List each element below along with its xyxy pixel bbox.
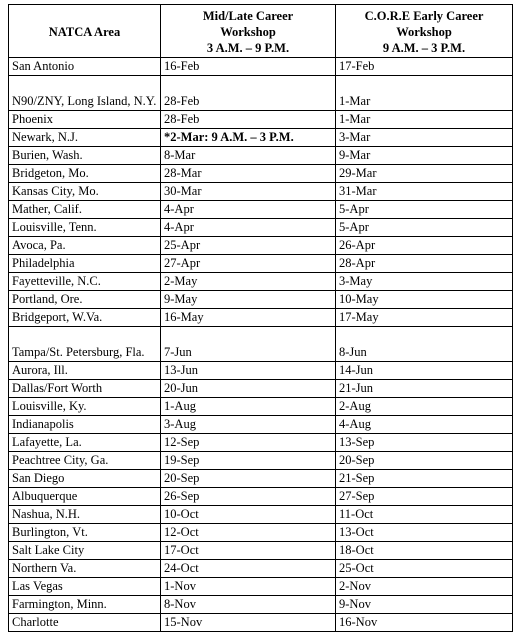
core-date-cell: 20-Sep [336, 452, 513, 470]
table-row [9, 416, 513, 434]
area-cell: Nashua, N.H. [9, 506, 161, 524]
table-row [9, 76, 513, 111]
area-cell: Las Vegas [9, 578, 161, 596]
table-row [9, 470, 513, 488]
area-cell: Louisville, Ky. [9, 398, 161, 416]
core-date-cell: 3-Mar [336, 129, 513, 147]
table-row [9, 309, 513, 327]
table-row [9, 488, 513, 506]
mid-date-cell: 16-Feb [161, 58, 336, 76]
core-date-cell: 13-Sep [336, 434, 513, 452]
mid-date-cell: 30-Mar [161, 183, 336, 201]
core-date-cell: 2-Nov [336, 578, 513, 596]
core-date-cell: 18-Oct [336, 542, 513, 560]
mid-date-cell: 20-Sep [161, 470, 336, 488]
core-date-cell: 10-May [336, 291, 513, 309]
core-date-cell: 5-Apr [336, 219, 513, 237]
table-row [9, 542, 513, 560]
area-cell: Kansas City, Mo. [9, 183, 161, 201]
mid-date-cell: 26-Sep [161, 488, 336, 506]
area-cell: Indianapolis [9, 416, 161, 434]
table-row [9, 291, 513, 309]
core-date-cell: 13-Oct [336, 524, 513, 542]
table-row [9, 614, 513, 632]
area-cell: Salt Lake City [9, 542, 161, 560]
header-core-line1: C.O.R.E Early Career [364, 8, 484, 23]
area-cell: Phoenix [9, 111, 161, 129]
core-date-cell: 2-Aug [336, 398, 513, 416]
mid-date-cell: 8-Mar [161, 147, 336, 165]
mid-date-cell: 1-Aug [161, 398, 336, 416]
core-date-cell: 14-Jun [336, 362, 513, 380]
core-date-cell: 16-Nov [336, 614, 513, 632]
area-cell: Bridgeport, W.Va. [9, 309, 161, 327]
core-date-cell: 9-Nov [336, 596, 513, 614]
header-core-line3: 9 A.M. – 3 P.M. [382, 40, 466, 55]
core-date-cell: 17-Feb [336, 58, 513, 76]
mid-date-cell: 12-Oct [161, 524, 336, 542]
table-row [9, 147, 513, 165]
area-cell: Burlington, Vt. [9, 524, 161, 542]
table-row [9, 560, 513, 578]
header-mid-line1: Mid/Late Career [202, 8, 294, 23]
area-cell: San Antonio [9, 58, 161, 76]
mid-date-cell: 4-Apr [161, 201, 336, 219]
workshop-schedule-table [8, 4, 513, 632]
core-date-cell: 3-May [336, 273, 513, 291]
table-row [9, 58, 513, 76]
table-row [9, 219, 513, 237]
area-cell: N90/ZNY, Long Island, N.Y. [9, 76, 161, 111]
core-date-cell: 31-Mar [336, 183, 513, 201]
mid-date-cell: 8-Nov [161, 596, 336, 614]
table-row [9, 596, 513, 614]
table-row [9, 183, 513, 201]
core-date-cell: 5-Apr [336, 201, 513, 219]
header-row [9, 5, 513, 58]
area-cell: Tampa/St. Petersburg, Fla. [9, 327, 161, 362]
mid-date-cell: 3-Aug [161, 416, 336, 434]
core-date-cell: 27-Sep [336, 488, 513, 506]
table-row [9, 129, 513, 147]
table-row [9, 111, 513, 129]
table-row [9, 578, 513, 596]
table-row [9, 327, 513, 362]
area-cell: San Diego [9, 470, 161, 488]
mid-date-cell: *2-Mar: 9 A.M. – 3 P.M. [161, 129, 336, 147]
table-row [9, 201, 513, 219]
core-date-cell: 28-Apr [336, 255, 513, 273]
core-date-cell: 9-Mar [336, 147, 513, 165]
table-row [9, 255, 513, 273]
mid-date-cell: 28-Mar [161, 165, 336, 183]
area-cell: Burien, Wash. [9, 147, 161, 165]
table-row [9, 506, 513, 524]
mid-date-cell: 13-Jun [161, 362, 336, 380]
header-natca-area: NATCA Area [9, 5, 161, 58]
table-row [9, 165, 513, 183]
mid-date-cell: 19-Sep [161, 452, 336, 470]
table-row [9, 398, 513, 416]
area-cell: Dallas/Fort Worth [9, 380, 161, 398]
header-core-line2: Workshop [396, 24, 452, 39]
area-cell: Charlotte [9, 614, 161, 632]
table-row [9, 380, 513, 398]
mid-date-cell: 25-Apr [161, 237, 336, 255]
mid-date-cell: 24-Oct [161, 560, 336, 578]
core-date-cell: 29-Mar [336, 165, 513, 183]
mid-date-cell: 2-May [161, 273, 336, 291]
table-row [9, 524, 513, 542]
core-date-cell: 17-May [336, 309, 513, 327]
core-date-cell: 21-Sep [336, 470, 513, 488]
core-date-cell: 8-Jun [336, 327, 513, 362]
area-cell: Newark, N.J. [9, 129, 161, 147]
mid-date-cell: 15-Nov [161, 614, 336, 632]
mid-date-cell: 16-May [161, 309, 336, 327]
area-cell: Avoca, Pa. [9, 237, 161, 255]
area-cell: Mather, Calif. [9, 201, 161, 219]
area-cell: Aurora, Ill. [9, 362, 161, 380]
mid-date-cell: 1-Nov [161, 578, 336, 596]
area-cell: Portland, Ore. [9, 291, 161, 309]
area-cell: Peachtree City, Ga. [9, 452, 161, 470]
table-row [9, 452, 513, 470]
mid-date-cell: 20-Jun [161, 380, 336, 398]
table-row [9, 434, 513, 452]
mid-date-cell: 4-Apr [161, 219, 336, 237]
mid-date-cell: 7-Jun [161, 327, 336, 362]
header-core-early-career [336, 5, 513, 58]
area-cell: Northern Va. [9, 560, 161, 578]
area-cell: Bridgeton, Mo. [9, 165, 161, 183]
mid-date-cell: 27-Apr [161, 255, 336, 273]
area-cell: Fayetteville, N.C. [9, 273, 161, 291]
area-cell: Lafayette, La. [9, 434, 161, 452]
mid-date-cell: 28-Feb [161, 76, 336, 111]
core-date-cell: 25-Oct [336, 560, 513, 578]
table-row [9, 362, 513, 380]
area-cell: Louisville, Tenn. [9, 219, 161, 237]
area-cell: Albuquerque [9, 488, 161, 506]
area-cell: Farmington, Minn. [9, 596, 161, 614]
core-date-cell: 11-Oct [336, 506, 513, 524]
header-mid-late-career [161, 5, 336, 58]
mid-date-cell: 12-Sep [161, 434, 336, 452]
table-row [9, 273, 513, 291]
area-cell: Philadelphia [9, 255, 161, 273]
core-date-cell: 21-Jun [336, 380, 513, 398]
header-mid-line3: 3 A.M. – 9 P.M. [206, 40, 290, 55]
mid-date-cell: 9-May [161, 291, 336, 309]
table-row [9, 237, 513, 255]
mid-date-cell: 28-Feb [161, 111, 336, 129]
core-date-cell: 26-Apr [336, 237, 513, 255]
core-date-cell: 1-Mar [336, 111, 513, 129]
mid-date-cell: 17-Oct [161, 542, 336, 560]
core-date-cell: 4-Aug [336, 416, 513, 434]
core-date-cell: 1-Mar [336, 76, 513, 111]
header-mid-line2: Workshop [220, 24, 276, 39]
mid-date-cell: 10-Oct [161, 506, 336, 524]
